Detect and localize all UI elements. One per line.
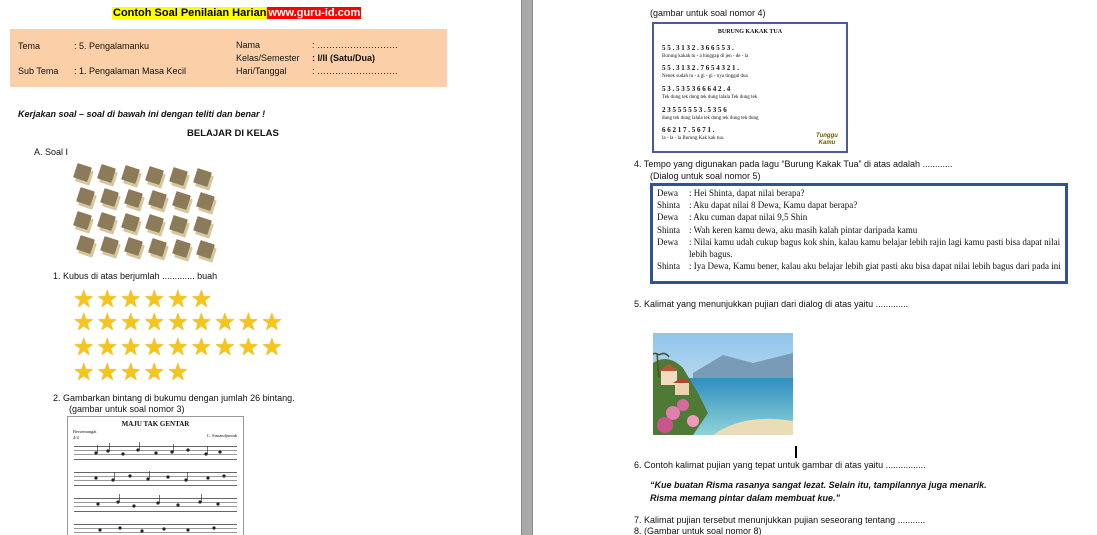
quote-line-2: Risma memang pintar dalam membuat kue.” xyxy=(650,493,841,503)
question-8: 8. (Gambar untuk soal nomor 8) xyxy=(634,526,762,535)
title-website: www.guru-id.com xyxy=(268,7,361,19)
sheet-music-image xyxy=(67,416,244,535)
document-title xyxy=(112,7,361,19)
cube-shape xyxy=(148,190,167,209)
kelas-label: Kelas/Semester xyxy=(236,53,300,63)
stars-row-1: ★★★★★★ xyxy=(73,286,215,313)
tema-value: : 5. Pengalamanku xyxy=(74,41,150,51)
title-text: Contoh Soal Penilaian Harian xyxy=(113,7,267,19)
right-page xyxy=(533,0,1097,535)
dialog-text: : Hei Shinta, dapat nilai berapa? xyxy=(689,188,805,198)
dialog-line xyxy=(657,224,1061,236)
sheet-music-tempo: Bersemangat xyxy=(73,429,97,434)
cube-shape xyxy=(73,163,92,182)
section-a-label: A. Soal I xyxy=(34,147,69,157)
cube-shape xyxy=(97,212,116,231)
tema-label: Tema xyxy=(18,41,41,51)
stars-row-3: ★★★★★★★★★ xyxy=(73,334,285,361)
cube-shape xyxy=(124,237,143,256)
dialog-text: : Aku cuman dapat nilai 9,5 Shin xyxy=(689,212,808,223)
cube-shape xyxy=(121,165,140,184)
sheet-music-title: MAJU TAK GENTAR xyxy=(121,420,190,428)
cube-shape xyxy=(100,236,119,255)
dialog-box xyxy=(650,183,1068,284)
sheet-music-key: 4/4 xyxy=(73,435,79,440)
dialog-speaker: Shinta xyxy=(657,261,681,272)
dialog-line xyxy=(657,236,1061,260)
subtema-value: : 1. Pengalaman Masa Kecil xyxy=(74,66,187,76)
instruction-text: Kerjakan soal – soal di bawah ini dengan teliti dan benar ! xyxy=(18,109,266,119)
cube-shape xyxy=(196,192,215,211)
music-notes-icon xyxy=(68,417,243,535)
text-cursor xyxy=(795,446,797,458)
dialog-line xyxy=(657,199,1061,211)
cube-shape xyxy=(76,235,95,254)
notation-row-4: 2 3 5 5 5 5 5 3 . 5 3 5 6 xyxy=(662,106,727,114)
notation-title: BURUNG KAKAK TUA xyxy=(717,29,783,35)
dialog-speaker: Dewa xyxy=(657,212,678,223)
question-3-caption: (gambar untuk soal nomor 3) xyxy=(69,404,185,414)
quote-line-1: “Kue buatan Risma rasanya sangat lezat. Selain itu, tampilannya juga menarik. xyxy=(650,480,987,490)
cube-shape xyxy=(172,239,191,258)
dialog-speaker: Dewa xyxy=(657,188,678,198)
cube-shape xyxy=(169,167,188,186)
dialog-speaker: Dewa xyxy=(657,236,678,247)
notation-row-5: 6 6 2 1 7 . 5 6 7 1 . xyxy=(662,126,715,134)
hari-value: : ……………………… xyxy=(312,66,399,76)
compliment-quote xyxy=(650,479,987,505)
hari-label: Hari/Tanggal xyxy=(236,66,287,76)
dialog-line xyxy=(657,211,1061,223)
dialog-text: : Aku dapat nilai 8 Dewa, Kamu dapat berapa? xyxy=(689,200,858,211)
nama-value: : ……………………… xyxy=(312,40,399,50)
cube-shape xyxy=(145,166,164,185)
left-page xyxy=(0,0,521,535)
stars-row-4: ★★★★★ xyxy=(73,359,191,386)
cube-shape xyxy=(193,168,212,187)
question-6: 6. Contoh kalimat pujian yang tepat untuk gambar di atas yaitu ................ xyxy=(634,460,926,470)
question-1: 1. Kubus di atas berjumlah ............. buah xyxy=(53,271,218,281)
question-2: 2. Gambarkan bintang di bukumu dengan jumlah 26 bintang. xyxy=(53,393,295,403)
cube-shape xyxy=(193,216,212,235)
notation-lyric-1: Burung kakak tu - a hinggap di jen - de - la xyxy=(662,54,749,59)
landscape-painting-image xyxy=(653,333,793,435)
dialog-line xyxy=(657,187,1061,199)
cubes-image xyxy=(75,165,225,265)
cube-shape xyxy=(124,189,143,208)
identity-box xyxy=(10,29,447,87)
kelas-value: : I/II (Satu/Dua) xyxy=(312,53,375,63)
notation-row-3: 5 3 . 5 3 5 3 6 6 6 4 2 . 4 xyxy=(662,85,731,93)
notation-lyric-3: Tek dung tek dung tek dung lalala Tek dung tek xyxy=(662,95,758,100)
dialog-text: : Iya Dewa, Kamu bener, kalau aku belajar lebih giat pasti aku bisa dapat nilai lebih bagus dari pada ini xyxy=(689,261,1061,272)
question-7: 7. Kalimat pujian tersebut menunjukkan pujian seseorang tentang ........... xyxy=(634,515,926,525)
stars-row-2: ★★★★★★★★★ xyxy=(73,309,285,336)
dialog-speaker: Shinta xyxy=(657,224,681,235)
section-heading: BELAJAR DI KELAS xyxy=(187,128,279,139)
cube-shape xyxy=(100,188,119,207)
subtema-label: Sub Tema xyxy=(18,66,59,76)
cube-shape xyxy=(73,211,92,230)
cube-shape xyxy=(196,240,215,259)
notation-row-1: 5 5 . 3 1 3 2 . 3 6 6 5 5 3 . xyxy=(662,44,734,52)
notation-row-2: 5 5 . 3 1 3 2 . 7 6 5 4 3 2 1 . xyxy=(662,64,739,72)
dialog-speaker: Shinta xyxy=(657,200,681,211)
notation-stamp: Tunggu Kamu xyxy=(816,133,838,146)
question-5: 5. Kalimat yang menunjukkan pujian dari dialog di atas yaitu ............. xyxy=(634,299,909,309)
dialog-line xyxy=(657,260,1061,272)
cube-shape xyxy=(121,213,140,232)
cube-shape xyxy=(169,215,188,234)
dialog-text: : Nilai kamu udah cukup bagus kok shin, kalau kamu belajar lebih rajin lagi kamu pasti bisa dapat nilai lebih bagus. xyxy=(689,236,1061,260)
cube-shape xyxy=(172,191,191,210)
cube-shape xyxy=(97,164,116,183)
notation-image xyxy=(652,22,848,153)
question-4-caption: (gambar untuk soal nomor 4) xyxy=(650,8,766,18)
question-5-caption: (Dialog untuk soal nomor 5) xyxy=(650,171,761,181)
cube-shape xyxy=(145,214,164,233)
sheet-music-composer: C. Simandjuntak xyxy=(206,433,237,438)
landscape-painting xyxy=(653,333,793,435)
question-4: 4. Tempo yang digunakan pada lagu “Burung Kakak Tua” di atas adalah ............ xyxy=(634,159,953,169)
cube-shape xyxy=(76,187,95,206)
notation-lyric-2: Nenek sudah tu - a gi - gi - nya tinggal dua xyxy=(662,74,748,79)
nama-label: Nama xyxy=(236,40,261,50)
page-gutter xyxy=(521,0,533,535)
dialog-text: : Wah keren kamu dewa, aku masih kalah pintar daripada kamu xyxy=(689,224,918,235)
cube-shape xyxy=(148,238,167,257)
notation-lyric-5: la - la - la Burung Kak kak tua. xyxy=(662,136,725,141)
notation-lyric-4: dung tek dung lalala tek dung tek dung tek dung xyxy=(662,116,759,121)
